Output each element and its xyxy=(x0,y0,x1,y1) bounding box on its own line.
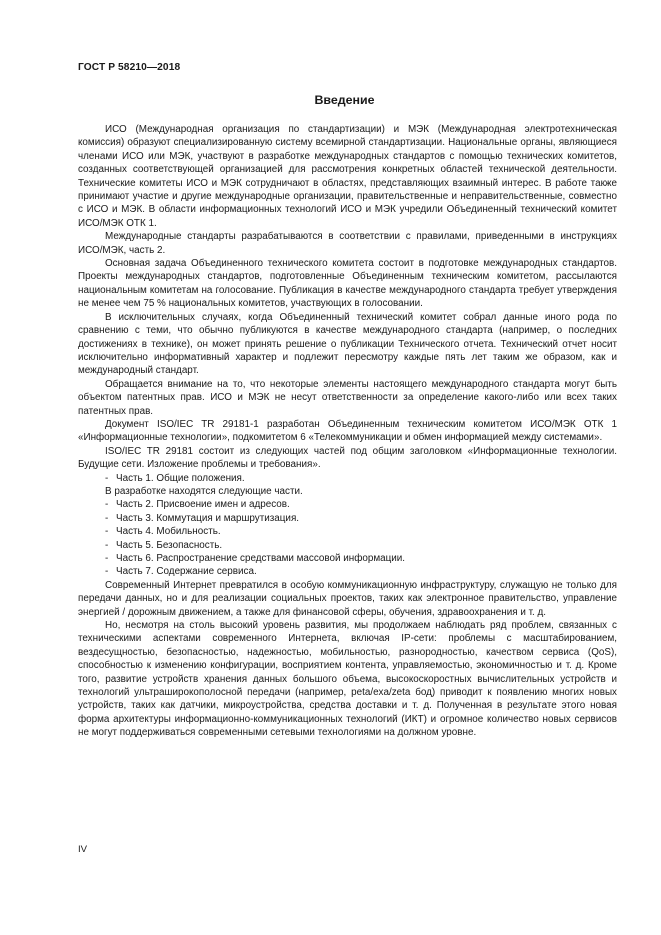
paragraph: Документ ISO/IEC TR 29181-1 разработан Объединенным техническим комитетом ИСО/МЭК ОТК 1 «Информационные технологии», подкомитетом 6 «Телекоммуникации и обмен информацией между системами». xyxy=(78,418,617,444)
list-item-text: Часть 2. Присвоение имен и адресов. xyxy=(116,499,290,511)
list-item-text: Часть 1. Общие положения. xyxy=(116,472,245,484)
paragraph: В исключительных случаях, когда Объединенный технический комитет собрал данные иного рода по сравнению с теми, что обычно публикуются в качестве международного стандарта (например, о последних достижениях в технике), он может принять решение о публикации Технического отчета. Технический отчет носит исключительно информативный характер и подлежит пересмотру каждые пять лет таким же образом, как и международный стандарт. xyxy=(78,311,617,377)
paragraph: ИСО (Международная организация по стандартизации) и МЭК (Международная электротехническая комиссия) образуют специализированную систему всемирной стандартизации. Национальные органы, являющиеся членами ИСО или МЭК, участвуют в разработке международных стандартов с помощью технических комитетов, созданных соответствующей организацией для рассмотрения конкретных областей технической деятельности. Технические комитеты ИСО и МЭК сотрудничают в областях, представляющих взаимный интерес. В работе также принимают участие и другие международные организации, правительственные и неправительственные, совместно с ИСО и МЭК. В области информационных технологий ИСО и МЭК учредили Объединенный технический комитет ИСО/МЭК ОТК 1. xyxy=(78,124,617,229)
paragraph: Основная задача Объединенного технического комитета состоит в подготовке международных стандартов. Проекты международных стандартов, подготовленные Объединенным техническим комитетом, рассылаются национальным комитетам на голосование. Публикация в качестве международного стандарта требует утверждения не менее чем 75 % национальных комитетов, участвующих в голосовании. xyxy=(78,258,617,310)
list-item xyxy=(78,525,617,538)
paragraph: ISO/IEC TR 29181 состоит из следующих частей под общим заголовком «Информационные технологии. Будущие сети. Изложение проблемы и требования». xyxy=(78,445,617,471)
list-item-text: Часть 5. Безопасность. xyxy=(116,539,223,551)
page-number: IV xyxy=(78,844,88,855)
paragraph: Современный Интернет превратился в особую коммуникационную инфраструктуру, служащую не только для передачи данных, но и для реализации социальных проектов, таких как электронное правительство, управление энергией / дорожным движением, а также для финансовой сферы, обучения, здравоохранения и т. д. xyxy=(78,579,617,618)
list-item xyxy=(78,498,617,511)
list-dash: - xyxy=(105,526,109,538)
list-dash: - xyxy=(105,512,109,524)
paragraph: Обращается внимание на то, что некоторые элементы настоящего международного стандарта могут быть объектом патентных прав. ИСО и МЭК не несут ответственности за определение какого-либо или всех таких патентных прав. xyxy=(78,378,617,417)
list-item xyxy=(78,552,617,565)
list-dash: - xyxy=(105,566,109,578)
list-item xyxy=(78,565,617,578)
section-title: Введение xyxy=(314,93,375,107)
document-body xyxy=(78,123,617,740)
list-item-text: Часть 6. Распространение средствами массовой информации. xyxy=(116,553,406,564)
list-dash: - xyxy=(105,499,109,511)
list-item-text: Часть 4. Мобильность. xyxy=(116,526,221,538)
list-item-text: Часть 7. Содержание сервиса. xyxy=(116,566,257,578)
list-dash: - xyxy=(105,472,109,484)
list-item xyxy=(78,512,617,525)
document-header: ГОСТ Р 58210—2018 xyxy=(78,62,181,73)
list-item xyxy=(78,472,617,485)
list-dash: - xyxy=(105,539,109,551)
list-item xyxy=(78,539,617,552)
paragraph: Но, несмотря на столь высокий уровень развития, мы продолжаем наблюдать ряд проблем, связанных с техническими аспектами современного Интернета, включая IP-сети: проблемы с масштабированием, вездесущностью, безопасностью, надежностью, мобильностью, разнородностью, качеством сервиса (QoS), способностью к изменению конфигурации, восприятием контента, управляемостью, экономичностью и т. д. Кроме того, развитие устройств хранения данных большого объема, высокоскоростных вычислительных устройств и технологий ультраширокополосной передачи (например, peta/exa/zeta бод) приводит к появлению многих новых устройств, таких как датчики, микроустройства, средства доставки и т. д. Полученная в результате этого новая форма архитектуры информационно-коммуникационных технологий (ИКТ) и огромное количество новых сервисов не могут поддерживаться современными сетевыми технологиями на должном уровне. xyxy=(78,620,617,739)
list-item-text: Часть 3. Коммутация и маршрутизация. xyxy=(116,512,300,524)
list-dash: - xyxy=(105,553,109,564)
in-progress-note: В разработке находятся следующие части. xyxy=(105,485,303,497)
paragraph: Международные стандарты разрабатываются в соответствии с правилами, приведенными в инструкциях ИСО/МЭК, часть 2. xyxy=(78,231,617,256)
